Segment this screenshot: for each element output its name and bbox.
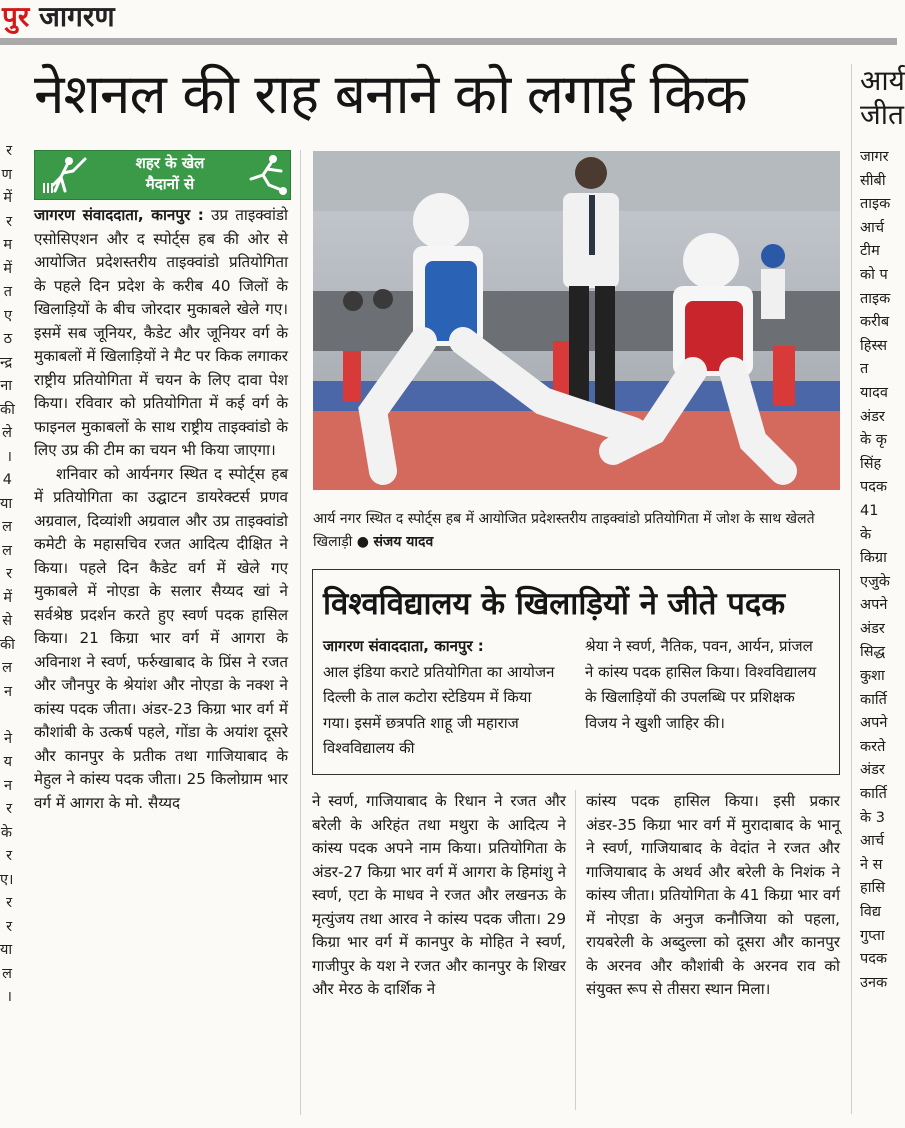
right-fragment-line: त: [860, 361, 869, 378]
boxed-story-column-2: [585, 634, 823, 736]
left-fragment-line: न: [3, 777, 12, 794]
cricket-player-icon: [39, 155, 89, 195]
taekwondo-photo: [313, 151, 840, 490]
section-label-text: [95, 153, 245, 195]
right-fragment-line: जागर: [860, 149, 889, 165]
main-paragraph-1: उप्र ताइक्वांडो एसोसिएशन और द स्पोर्ट्स हब की ओर से आयोजित प्रदेशस्तरीय ताइक्वांडो प्रतियोगिता के पहले दिन प्रदेश के करीब 40 जिलों के खिलाड़ियों के बीच जोरदार मुकाबले खेले गए। इसमें सब जूनियर, कैडेट और जूनियर वर्ग के मुकाबलों में खिलाड़ियों ने मैट पर किक लगाकर राष्ट्रीय प्रतियोगिता में चयन के लिए दावा पेश किया। रविवार को प्रतियोगिता में कई वर्ग के फाइनल मुकाबलों के साथ राष्ट्रीय ताइक्वांडो के लिए उप्र की टीम का चयन भी किया जाएगा।: [34, 206, 288, 459]
caption-bullet: ●: [356, 534, 374, 550]
right-fragment-line: 41: [860, 502, 879, 519]
column-divider: [300, 150, 301, 1115]
right-fragment-line: के 3: [860, 809, 885, 826]
column-divider: [851, 64, 852, 1114]
right-fragment-line: अपने: [860, 597, 888, 614]
left-fragment-line: में: [3, 260, 12, 277]
right-fragment-line: अंडर: [860, 762, 885, 779]
left-fragment-line: त: [3, 284, 12, 300]
right-fragment-line: विद्य: [860, 904, 881, 920]
left-fragment-line: र: [6, 566, 12, 582]
left-fragment-line: या: [0, 942, 13, 958]
left-fragment-line: ए।: [0, 871, 14, 888]
boxed-story-text-2: श्रेया ने स्वर्ण, नैतिक, पवन, आर्यन, प्रांजल ने कांस्य पदक हासिल किया। विश्वविद्यालय के खिलाड़ियों की उपलब्धि पर प्रशिक्षक विजय ने खुशी जाहिर की।: [585, 637, 817, 732]
left-fragment-line: ठ: [3, 331, 12, 347]
main-story-column-2: [312, 790, 566, 1002]
left-fragment-line: र: [6, 848, 12, 864]
right-fragment-line: यादव: [860, 384, 888, 401]
left-fragment-line: य: [3, 754, 12, 770]
taekwondo-scene-image: [313, 151, 840, 490]
right-fragment-line: अंडर: [860, 620, 885, 637]
column-divider: [575, 790, 576, 1110]
right-fragment-line: एजुके: [860, 573, 890, 590]
left-fragment-line: ए: [3, 307, 12, 324]
right-fragment-line: आर्च: [860, 219, 885, 236]
boxed-story-text-1: आल इंडिया कराटे प्रतियोगिता का आयोजन दिल्ली के ताल कटोरा स्टेडियम में किया गया। इसमें छत्रपति शाहू जी महाराज विश्वविद्यालय की: [323, 662, 555, 757]
photo-caption-text: आर्य नगर स्थित द स्पोर्ट्स हब में आयोजित प्रदेशस्तरीय ताइक्वांडो प्रतियोगिता में जोश के साथ खेलते खिलाड़ी: [313, 511, 815, 550]
main-story-column-3: [586, 790, 840, 1002]
right-fragment-line: ताइक: [860, 290, 891, 307]
boxed-story: [312, 569, 840, 775]
right-story-fragment: [860, 64, 905, 1128]
left-fragment-line: न्द्र: [0, 354, 13, 371]
right-fragment-line: सिंह: [860, 455, 882, 472]
left-fragment-line: र: [6, 895, 12, 911]
boxed-story-byline: जागरण संवाददाता, कानपुर :: [323, 637, 484, 655]
right-fragment-line: पदक: [860, 479, 888, 496]
right-fragment-line: के कृ: [860, 432, 887, 449]
left-fragment-line: र: [6, 143, 12, 159]
right-fragment-line: हिस्स: [860, 337, 888, 354]
photo-credit: संजय यादव: [373, 534, 434, 550]
right-fragment-line: टीम: [860, 243, 880, 260]
left-fragment-line: ल: [2, 519, 12, 535]
right-fragment-line: सीबी: [860, 172, 886, 189]
right-fragment-line: किग्रा: [860, 550, 887, 567]
right-fragment-line: आर्च: [860, 833, 885, 850]
right-fragment-line: हासि: [860, 880, 886, 897]
right-fragment-line: के: [860, 526, 872, 543]
right-fragment-line: ताइक: [860, 196, 891, 213]
main-column-2-text: ने स्वर्ण, गाजियाबाद के रिधान ने रजत और बरेली के अरिहंत तथा मथुरा के आदित्य ने कांस्य पदक अपने नाम किया। प्रतियोगिता के अंडर-27 किग्रा भार वर्ग में आगरा के हिमांशु ने स्वर्ण, एटा के माधव ने रजत और लखनऊ के मृत्युंजय तथा आरव ने कांस्य पदक जीता। 29 किग्रा भार वर्ग में कानपुर के मोहित ने स्वर्ण, गाजीपुर के यश ने रजत और कानपुर के शिखर और मेरठ के दार्शिक ने: [312, 792, 567, 998]
left-fragment-line: ।: [6, 448, 12, 465]
main-headline: नेशनल की राह बनाने को लगाई किक: [34, 62, 747, 126]
right-text-lines: [860, 146, 897, 995]
right-fragment-line: अपने: [860, 715, 888, 732]
right-fragment-line: करीब: [860, 314, 890, 331]
main-byline: जागरण संवाददाता, कानपुर :: [34, 206, 204, 224]
left-fragment-line: या: [0, 495, 13, 512]
left-fragment-line: ल: [2, 965, 12, 982]
right-fragment-line: कुशा: [860, 668, 885, 685]
left-fragment-line: र: [6, 801, 12, 817]
masthead-rule: [0, 38, 897, 45]
left-fragment-line: की: [0, 401, 15, 418]
left-fragment-line: ना: [0, 378, 12, 394]
left-fragment-line: ने: [3, 730, 12, 747]
left-fragment-line: में: [3, 190, 12, 206]
photo-caption: [313, 508, 840, 554]
right-fragment-line: उनक: [860, 974, 888, 991]
left-fragment-line: ण: [1, 166, 12, 183]
left-fragment-line: ल: [2, 660, 12, 676]
right-fragment-line: पदक: [860, 951, 888, 968]
left-fragment-line: से: [2, 613, 12, 629]
left-fragment-line: के: [0, 824, 12, 841]
main-story-column-1: [34, 204, 288, 815]
right-headline-line1: आर्य: [860, 64, 905, 97]
boxed-story-column-1: [323, 634, 561, 762]
section-label-box: [34, 150, 291, 200]
left-fragment-line: म: [3, 237, 12, 253]
left-fragment-line: की: [0, 636, 15, 653]
right-fragment-line: को प: [860, 266, 888, 283]
left-fragment-line: ल: [2, 542, 12, 559]
masthead-paper-name: जागरण: [39, 0, 115, 33]
right-fragment-line: करते: [860, 738, 886, 755]
left-fragment-line: र: [6, 213, 12, 230]
main-paragraph-2: शनिवार को आर्यनगर स्थित द स्पोर्ट्स हब में प्रतियोगिता का उद्घाटन डायरेक्टर्स प्रणव अग्रवाल, दिव्यांशी अग्रवाल और उप्र ताइक्वांडो कमेटी के महासचिव रजत आदित्य दीक्षित ने किया। पहले दिन कैडेट वर्ग में खेले गए मुकाबले में नोएडा के सलार सैय्यद खां ने सर्वश्रेष्ठ प्रदर्शन करते हुए स्वर्ण पदक हासिल किया। 21 किग्रा भार वर्ग में आगरा के अविनाश ने स्वर्ण, फर्रुखाबाद के प्रिंस ने रजत और जौनपुर के श्रेयांश और नोएडा के नक्श ने कांस्य पदक जीता। अंडर-23 किग्रा भार वर्ग में कौशांबी के उत्कर्ष पहले, गोंडा के अयांश दूसरे और कानपुर के प्रतीक तथा गाजियाबाद के मेहुल ने कांस्य पदक जीता। 25 किलोग्राम भार वर्ग में आगरा के मो. सैय्यद: [34, 464, 288, 812]
masthead-city: पुर: [2, 0, 30, 33]
right-fragment-line: ने स: [860, 856, 883, 873]
right-fragment-line: कार्ति: [860, 691, 887, 708]
right-fragment-line: सिद्ध: [860, 644, 886, 661]
left-fragment-line: 4: [2, 472, 12, 488]
left-column-fragment: [0, 140, 15, 1115]
masthead: [0, 0, 897, 40]
left-fragment-line: में: [3, 589, 12, 606]
right-fragment-line: अंडर: [860, 408, 885, 425]
left-fragment-line: ले: [2, 425, 12, 441]
footballer-icon: [243, 153, 289, 197]
right-headline-line2: जीत: [860, 98, 904, 131]
right-fragment-line: कार्ति: [860, 786, 887, 803]
boxed-story-title: विश्वविद्यालय के खिलाड़ियों ने जीते पदक: [323, 586, 786, 622]
left-fragment-line: र: [6, 918, 12, 935]
section-label-line2: मैदानों से: [145, 175, 195, 193]
main-column-3-text: कांस्य पदक हासिल किया। इसी प्रकार अंडर-35 किग्रा भार वर्ग में मुरादाबाद के भानू ने स्वर्ण, गाजियाबाद के वेदांत ने रजत और गाजियाबाद के अथर्व और बरेली के निशंक ने कांस्य जीता। प्रतियोगिता के 41 किग्रा भार वर्ग में नोएडा के अनुज कनौजिया को पहला, रायबरेली के अब्दुल्ला को दूसरा और कानपुर के अरनव और कौशांबी के अरनव राव को संयुक्त रूप से तीसरा स्थान मिला।: [586, 792, 840, 998]
left-fragment-line: [0, 704, 12, 728]
section-label-line1: शहर के खेल: [135, 154, 205, 172]
left-fragment-line: न: [3, 683, 12, 700]
left-fragment-line: ।: [6, 989, 12, 1005]
right-fragment-line: गुप्ता: [860, 927, 885, 944]
